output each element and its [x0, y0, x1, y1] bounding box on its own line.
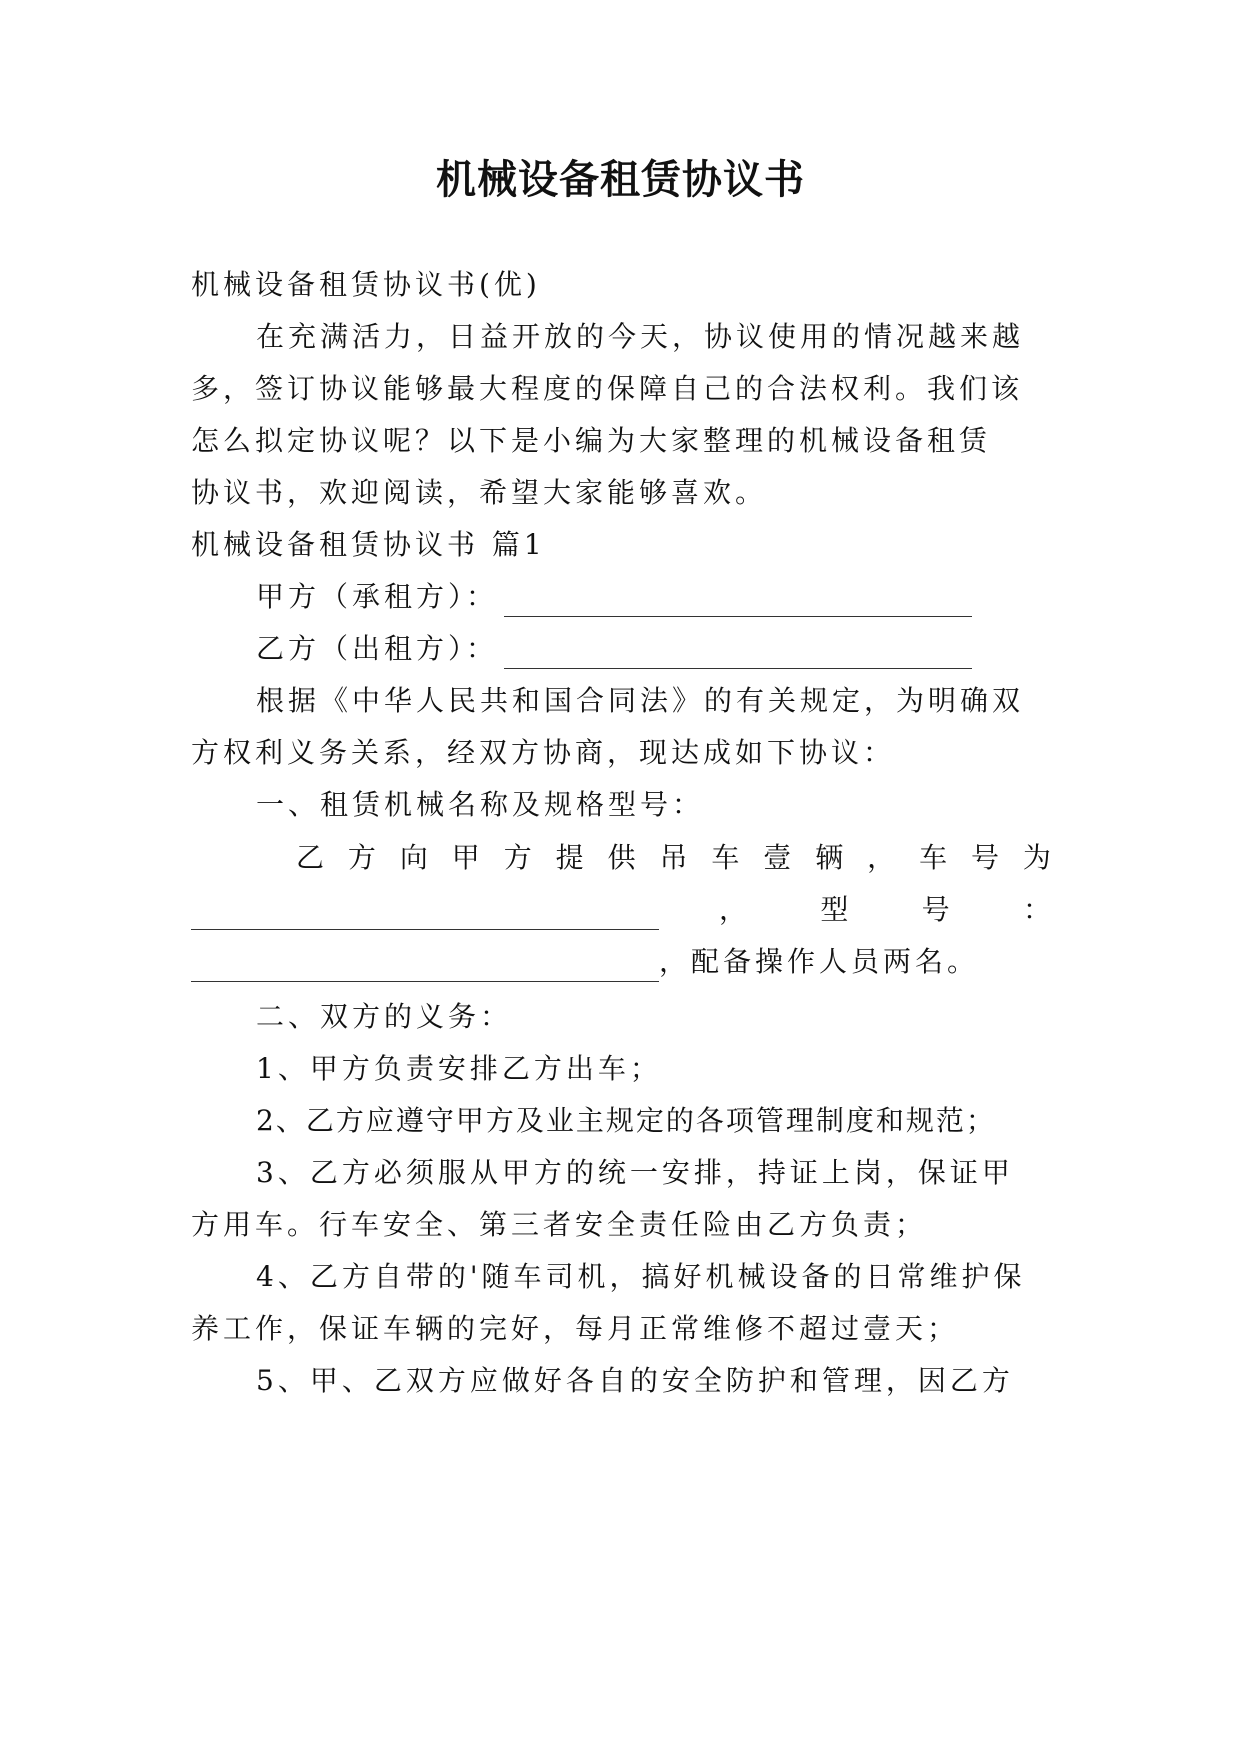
page-title: 机械设备租赁协议书: [436, 156, 805, 203]
party-a-row: [256, 577, 1051, 617]
model-blank[interactable]: [191, 955, 659, 982]
party-b-label: 乙方（出租方）：: [256, 632, 499, 665]
basis-line-2: 方权利义务关系，经双方协商，现达成如下协议：: [191, 736, 896, 769]
item-4-line-2: 养工作，保证车辆的完好，每月正常维修不超过壹天；: [191, 1312, 960, 1345]
clause1-line-3: [191, 942, 1051, 982]
item-3-line-1: 3、乙方必须服从甲方的统一安排，持证上岗，保证甲: [256, 1156, 1014, 1189]
clause1-line-1: 乙 方 向 甲 方 提 供 吊 车 壹 辆 ， 车 号 为: [296, 841, 1051, 874]
item-3-line-2: 方用车。行车安全、第三者安全责任险由乙方负责；: [191, 1208, 928, 1241]
clause2-heading: 二、双方的义务：: [256, 1000, 513, 1033]
party-a-label: 甲方（承租方）：: [256, 580, 499, 613]
subtitle: 机械设备租赁协议书(优): [191, 268, 541, 301]
item-2: 2、乙方应遵守甲方及业主规定的各项管理制度和规范；: [256, 1104, 996, 1137]
intro-line-4: 协议书，欢迎阅读，希望大家能够喜欢。: [191, 476, 768, 509]
intro-line-2: 多，签订协议能够最大程度的保障自己的合法权利。我们该: [191, 372, 1024, 405]
basis-line-1: 根据《中华人民共和国合同法》的有关规定，为明确双: [256, 684, 1025, 717]
intro-line-3: 怎么拟定协议呢？以下是小编为大家整理的机械设备租赁: [191, 424, 992, 457]
intro-line-1: 在充满活力，日益开放的今天，协议使用的情况越来越: [256, 320, 1025, 353]
party-a-blank[interactable]: [504, 590, 972, 617]
clause1-heading: 一、租赁机械名称及规格型号：: [256, 788, 705, 821]
party-b-row: [256, 629, 1051, 669]
plate-number-blank[interactable]: [191, 903, 659, 930]
item-5-line-1: 5、甲、乙双方应做好各自的安全防护和管理，因乙方: [256, 1364, 1014, 1397]
section-heading: 机械设备租赁协议书 篇1: [191, 528, 546, 561]
clause1-line-2: [191, 890, 1051, 930]
item-4-line-1: 4、乙方自带的'随车司机，搞好机械设备的日常维护保: [256, 1260, 1026, 1293]
model-label: ， 型 号 ：: [719, 893, 1051, 926]
party-b-blank[interactable]: [504, 642, 972, 669]
item-1: 1、甲方负责安排乙方出车；: [256, 1052, 662, 1085]
clause1-tail: ，配备操作人员两名。: [659, 945, 980, 978]
